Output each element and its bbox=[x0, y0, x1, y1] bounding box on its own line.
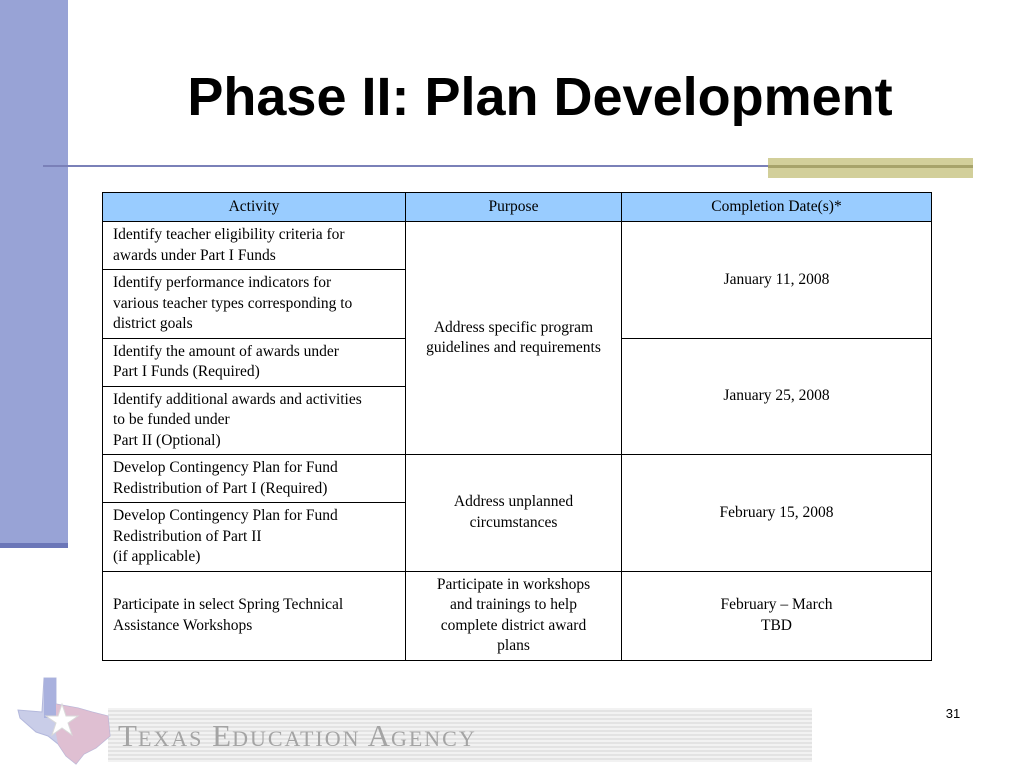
activity-text: to be funded under bbox=[113, 411, 230, 428]
activity-text: Participate in select Spring Technical bbox=[113, 596, 344, 613]
purpose-cell bbox=[406, 455, 622, 572]
activity-cell bbox=[103, 386, 406, 455]
completion-date-text: January 11, 2008 bbox=[723, 270, 830, 288]
header-purpose: Purpose bbox=[406, 193, 622, 222]
purpose-text: guidelines and requirements bbox=[426, 339, 601, 356]
activity-text: Identify performance indicators for bbox=[113, 274, 332, 291]
footer-word-rest: GENCY bbox=[390, 726, 477, 751]
header-activity: Activity bbox=[103, 193, 406, 222]
slide-title: Phase II: Plan Development bbox=[187, 67, 893, 127]
activity-text: Identify additional awards and activities bbox=[113, 390, 362, 408]
footer-agency-name bbox=[118, 714, 678, 761]
purpose-text: and trainings to help bbox=[450, 596, 577, 613]
table-header-row bbox=[103, 193, 932, 222]
footer-word-rest: DUCATION bbox=[232, 726, 361, 751]
footer-word-initial: T bbox=[118, 718, 138, 753]
activity-text: Identify teacher eligibility criteria for bbox=[113, 226, 345, 243]
table-row bbox=[103, 455, 932, 503]
activity-text: awards under Part I Funds bbox=[113, 246, 276, 264]
completion-date-cell bbox=[622, 338, 932, 455]
purpose-text: circumstances bbox=[469, 513, 558, 531]
title-accent-line bbox=[768, 165, 973, 168]
activity-cell bbox=[103, 571, 406, 660]
footer-word-rest: EXAS bbox=[137, 726, 204, 751]
purpose-text: Address specific program bbox=[433, 318, 594, 336]
activity-text: Redistribution of Part II bbox=[113, 527, 262, 545]
plan-table bbox=[102, 192, 932, 661]
completion-date-text: February 15, 2008 bbox=[719, 503, 834, 521]
purpose-text: Address unplanned bbox=[453, 493, 574, 511]
activity-cell bbox=[103, 503, 406, 572]
activity-text: Redistribution of Part I (Required) bbox=[113, 479, 328, 497]
left-bar-edge bbox=[0, 543, 68, 548]
completion-date-cell bbox=[622, 222, 932, 339]
texas-star-logo-icon bbox=[14, 674, 114, 766]
slide-number: 31 bbox=[945, 706, 961, 721]
completion-date-text: January 25, 2008 bbox=[723, 387, 830, 404]
activity-text: various teacher types corresponding to bbox=[113, 294, 353, 312]
completion-date-text: February – March bbox=[720, 596, 833, 613]
activity-text: Identify the amount of awards under bbox=[113, 342, 339, 360]
left-decorative-bar bbox=[0, 0, 68, 545]
purpose-cell bbox=[406, 571, 622, 660]
activity-cell bbox=[103, 222, 406, 270]
activity-text: Part I Funds (Required) bbox=[113, 363, 260, 380]
activity-text: Develop Contingency Plan for Fund bbox=[113, 459, 338, 476]
completion-date-cell bbox=[622, 455, 932, 572]
activity-text: Assistance Workshops bbox=[113, 616, 253, 634]
footer-word-initial: E bbox=[212, 718, 233, 753]
footer-word-initial: A bbox=[367, 718, 391, 753]
completion-date-text: TBD bbox=[761, 616, 792, 634]
completion-date-cell bbox=[622, 571, 932, 660]
table-row bbox=[103, 571, 932, 660]
activity-cell bbox=[103, 338, 406, 386]
activity-text: Develop Contingency Plan for Fund bbox=[113, 507, 338, 524]
activity-text: district goals bbox=[113, 315, 193, 332]
activity-cell bbox=[103, 455, 406, 503]
activity-cell bbox=[103, 270, 406, 339]
header-completion-date: Completion Date(s)* bbox=[622, 193, 932, 222]
purpose-text: Participate in workshops bbox=[436, 575, 591, 593]
title-accent-block bbox=[768, 158, 973, 178]
purpose-text: complete district award bbox=[440, 616, 587, 634]
table-row bbox=[103, 222, 932, 270]
activity-text: (if applicable) bbox=[113, 548, 201, 565]
activity-text: Part II (Optional) bbox=[113, 431, 221, 449]
purpose-cell bbox=[406, 222, 622, 455]
purpose-text: plans bbox=[497, 637, 530, 654]
